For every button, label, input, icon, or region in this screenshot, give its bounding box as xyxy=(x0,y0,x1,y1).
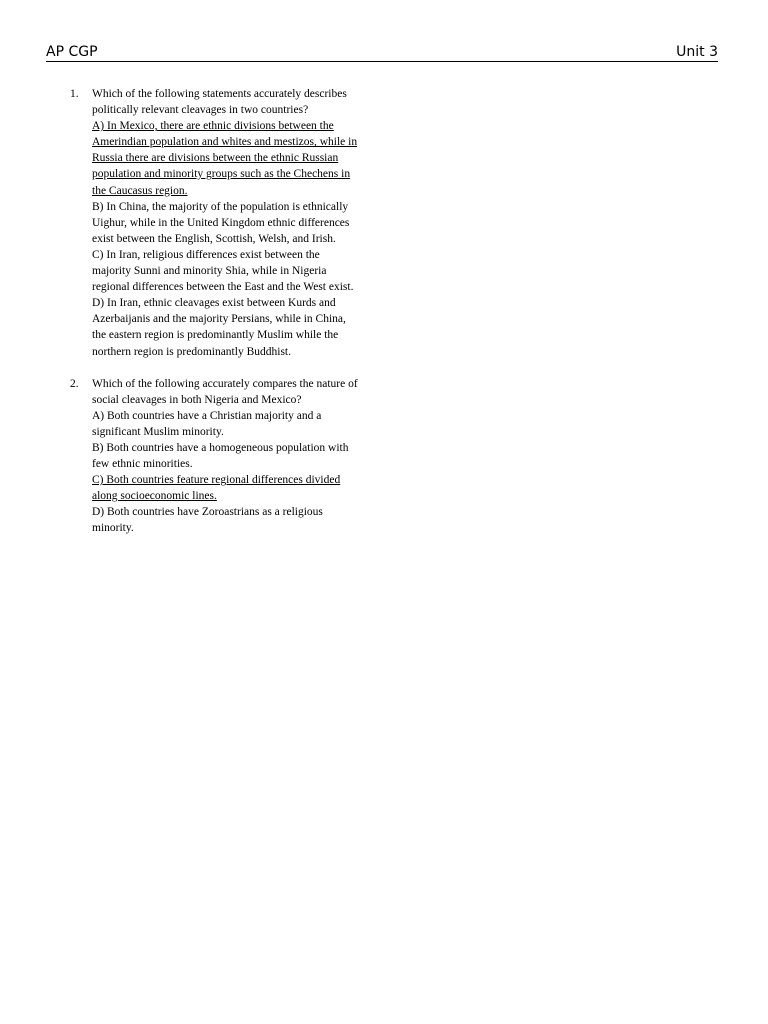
question-number: 1. xyxy=(70,88,79,100)
unit-label: Unit 3 xyxy=(676,44,718,60)
answer-option-b: B) In China, the majority of the population is ethnically Uighur, while in the United Kingdom ethnic differences exist between the English, Scottish, Welsh, and Irish. xyxy=(92,200,350,245)
answer-option-d: D) In Iran, ethnic cleavages exist between Kurds and Azerbaijanis and the majority Persians, while in China, the eastern region is predominantly Muslim while the northern region is predominantly Buddhist. xyxy=(92,297,346,358)
answer-option-b: B) Both countries have a homogeneous population with few ethnic minorities. xyxy=(92,441,349,471)
answer-option-d: D) Both countries have Zoroastrians as a religious minority. xyxy=(92,506,323,535)
course-title: AP CGP xyxy=(46,44,98,60)
question-list xyxy=(70,86,370,553)
answer-option-a: A) Both countries have a Christian majority and a significant Muslim minority. xyxy=(92,409,322,438)
question-1 xyxy=(70,86,370,360)
question-2 xyxy=(70,376,370,537)
answer-option-c: C) Both countries feature regional differences divided along socioeconomic lines. xyxy=(92,474,341,503)
answer-option-c: C) In Iran, religious differences exist between the majority Sunni and minority Shia, while in Nigeria regional differences between the East and the West exist. xyxy=(92,248,354,294)
question-number: 2. xyxy=(70,377,79,390)
question-text: Which of the following accurately compares the nature of social cleavages in both Nigeria and Mexico? xyxy=(92,377,358,406)
page-header xyxy=(46,44,718,62)
question-text: Which of the following statements accurately describes politically relevant cleavages in two countries? xyxy=(92,88,347,117)
answer-option-a: A) In Mexico, there are ethnic divisions between the Amerindian population and whites and mestizos, while in Russia there are divisions between the ethnic Russian population and minority groups such as the Chechens in the Caucasus region. xyxy=(92,120,358,197)
